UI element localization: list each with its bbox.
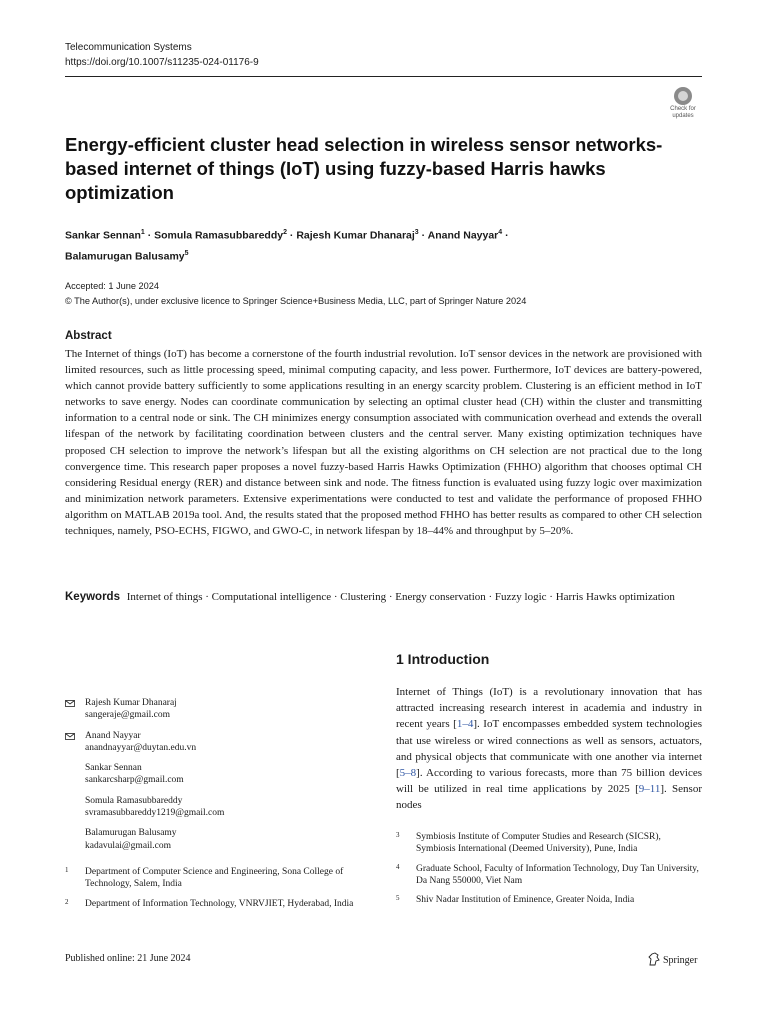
contact-email[interactable]: sangeraje@gmail.com bbox=[85, 710, 170, 721]
publisher-name: Springer bbox=[663, 955, 698, 966]
check-updates-icon bbox=[674, 87, 692, 105]
affiliation-number: 4 bbox=[396, 862, 400, 871]
affiliations-left bbox=[65, 866, 365, 917]
introduction-text: Internet of Things (IoT) is a revolutionary innovation that has attracted increasing research interest in academia and industry in recent years [1–4]. IoT encompasses embedded system technologies that use wireless or wired connections as well as sensors, actuators, and physical objects that communicate with one another via internet [5–8]. According to various forecasts, more than 75 billion devices will be utilized in real time applications by 2025 [9–11]. Sensor nodes bbox=[396, 686, 703, 812]
affiliation-entry bbox=[65, 898, 365, 910]
contact-entry bbox=[65, 795, 365, 820]
affiliation-entry bbox=[396, 894, 702, 906]
affiliation-number: 5 bbox=[396, 894, 400, 903]
journal-name: Telecommunication Systems bbox=[65, 42, 192, 53]
header-divider bbox=[65, 76, 702, 77]
envelope-icon bbox=[65, 733, 75, 740]
envelope-icon bbox=[65, 700, 75, 707]
contact-name: Sankar Sennan bbox=[85, 763, 142, 774]
contact-email[interactable]: kadavulai@gmail.com bbox=[85, 840, 172, 851]
author-name: Sankar Sennan bbox=[65, 229, 141, 242]
paper-title: Energy-efficient cluster head selection in wireless sensor networks-based internet of things (IoT) using fuzzy-based Harris hawks optimization bbox=[65, 134, 663, 203]
author-affiliation-mark: 2 bbox=[283, 229, 287, 236]
publication-dates bbox=[65, 279, 705, 309]
affiliation-entry bbox=[396, 831, 702, 856]
contact-entry bbox=[65, 827, 365, 852]
author-name: Balamurugan Balusamy bbox=[65, 250, 185, 262]
abstract-text: The Internet of things (IoT) has become a cornerstone of the fourth industrial revolution. IoT sensor devices in the network are provisioned with limited resources, such as little processing speed, minimal computing capacity, and less power. Furthermore, IoT devices are battery-powered, which cannot provide battery sufficiently to some applications resulting in an energy scarcity problem. Clustering is an efficient method in IoT networks to save energy. Nodes can coordinate communication by selecting an optimal cluster head (CH) within the cluster and transmitting information to a central node or sink. The CH minimizes energy consumption associated with communication overhead and extends the overall lifespan of the network by facilitating coordination between clusters and the central server. Many existing optimization techniques have proposed CH selection to improve the network’s lifespan but all the existing algorithms on CH selection are not practical due to the long convergence time. This research paper proposes a novel fuzzy-based Harris Hawks Optimization (FHHO) algorithm that chooses optimal CH considering Residual energy (RER) and distance between sink and node. The fitness function is evaluated using fuzzy logic over maximization and minimization network parameters. Extensive experimentations were conducted to test and validate the performance of proposed FHHO algorithm on MATLAB 2019a tool. And, the results stated that the proposed method FHHO has better results as compared to other CH selection techniques, namely, PSO-ECHS, FIGWO, and GWO-C, in network lifespan by 18–44% and throughput by 5–20%. bbox=[65, 348, 702, 538]
affiliation-entry bbox=[396, 863, 702, 888]
keywords-block bbox=[65, 589, 702, 605]
affiliation-number: 1 bbox=[65, 866, 69, 874]
affiliation-number: 2 bbox=[65, 897, 69, 906]
accepted-date: Accepted: 1 June 2024 bbox=[65, 281, 159, 291]
badge-line-2: updates bbox=[672, 113, 694, 119]
citation-link[interactable]: 9–11 bbox=[638, 783, 661, 796]
contact-email[interactable]: sankarcsharp@gmail.com bbox=[85, 775, 184, 786]
author-name: Anand Nayyar bbox=[427, 229, 499, 242]
author-contacts bbox=[65, 697, 365, 860]
author-affiliation-mark: 3 bbox=[414, 229, 419, 236]
author-name: Somula Ramasubbareddy bbox=[154, 229, 284, 242]
section-heading-introduction: 1 Introduction bbox=[396, 651, 490, 667]
contact-name: Rajesh Kumar Dhanaraj bbox=[85, 698, 177, 708]
contact-email[interactable]: svramasubbareddy1219@gmail.com bbox=[85, 808, 225, 819]
check-for-updates-badge[interactable] bbox=[664, 85, 702, 125]
doi-link[interactable]: https://doi.org/10.1007/s11235-024-01176-9 bbox=[65, 57, 259, 68]
contact-name: Anand Nayyar bbox=[85, 730, 141, 741]
badge-line-1: Check for bbox=[670, 106, 696, 112]
contact-entry bbox=[65, 730, 365, 755]
contact-name: Somula Ramasubbareddy bbox=[85, 795, 183, 806]
author-affiliation-mark: 5 bbox=[184, 249, 189, 257]
author-list: Sankar Sennan$^1$ · Somula Ramasubbareddy$^2$ · Rajesh Kumar Dhanaraj$^3$ · Anand Nayyar$^4$ · Balamurugan Balusamy$^5$ bbox=[65, 229, 509, 262]
affiliation-text: Department of Computer Science and Engineering, Sona College of Technology, Salem, India bbox=[85, 867, 344, 890]
affiliation-number: 3 bbox=[396, 831, 400, 839]
affiliation-text: Graduate School, Faculty of Information Technology, Duy Tan University, Da Nang 550000, Viet Nam bbox=[416, 863, 699, 886]
copyright-line: © The Author(s), under exclusive licence to Springer Science+Business Media, LLC, part of Springer Nature 2024 bbox=[65, 296, 527, 306]
keywords-list: Internet of things · Computational intelligence · Clustering · Energy conservation · Fuzzy logic · Harris Hawks optimization bbox=[126, 591, 675, 603]
author-name: Rajesh Kumar Dhanaraj bbox=[296, 229, 415, 242]
citation-link[interactable]: 1–4 bbox=[456, 718, 474, 731]
affiliation-entry bbox=[65, 866, 365, 891]
contact-name: Balamurugan Balusamy bbox=[85, 828, 177, 839]
contact-entry bbox=[65, 762, 365, 787]
contact-email[interactable]: anandnayyar@duytan.edu.vn bbox=[85, 742, 197, 753]
keywords-heading: Keywords bbox=[65, 591, 120, 603]
affiliation-text: Shiv Nadar Institution of Eminence, Greater Noida, India bbox=[416, 895, 635, 906]
affiliation-text: Department of Information Technology, VNRVJIET, Hyderabad, India bbox=[85, 898, 354, 909]
contact-entry bbox=[65, 697, 365, 722]
publisher-logo bbox=[648, 952, 697, 966]
affiliation-text: Symbiosis Institute of Computer Studies and Research (SICSR), Symbiosis International (Deemed University), Pune, India bbox=[416, 832, 661, 855]
abstract-heading: Abstract bbox=[65, 330, 112, 342]
published-online-date: Published online: 21 June 2024 bbox=[65, 953, 191, 964]
springer-horse-icon bbox=[648, 952, 660, 966]
affiliations-right bbox=[396, 831, 702, 913]
author-affiliation-mark: 4 bbox=[498, 229, 503, 236]
journal-header bbox=[65, 40, 259, 70]
citation-link[interactable]: 5–8 bbox=[399, 767, 417, 780]
author-affiliation-mark: 1 bbox=[140, 229, 145, 236]
